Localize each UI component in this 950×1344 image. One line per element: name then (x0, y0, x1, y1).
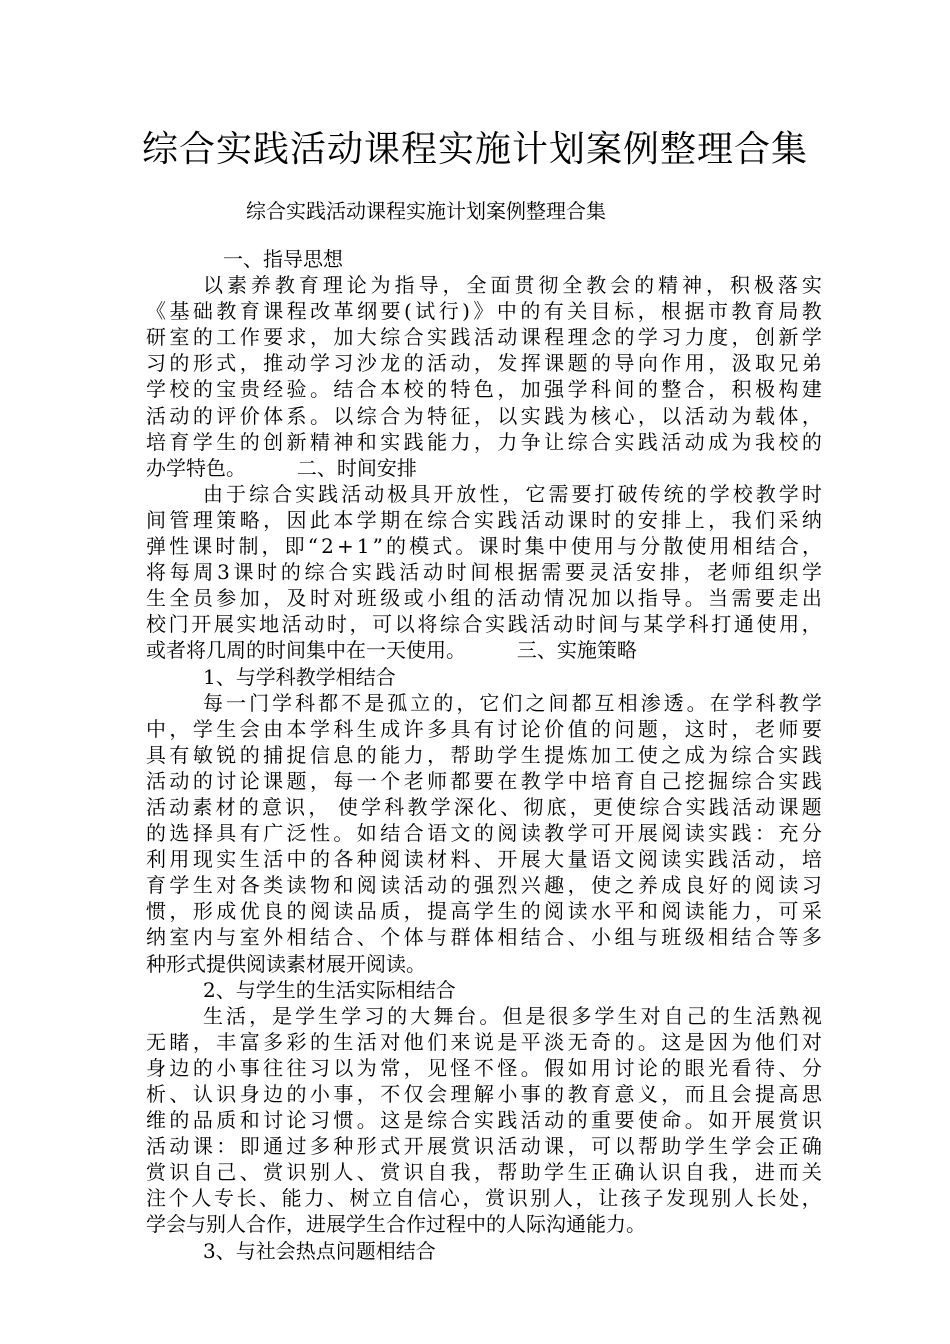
text-line (146, 1003, 822, 1029)
text-line-content: 将 每 周 3 课 时 的 综 合 实 践 活 动 时 间 根 据 需 要 灵 活 安 排 ， 老 师 组 织 学 (146, 560, 822, 585)
text-line (146, 690, 822, 716)
text-line-content: 种形式提供阅读素材展开阅读。 (146, 951, 426, 976)
text-line (146, 403, 822, 429)
text-line (146, 1055, 822, 1081)
text-line-content: 维 的 品 质 和 讨 论 习 惯 。 这 是 综 合 实 践 活 动 的 重 要 使 命 。 如 开 展 赏 识 (146, 1108, 822, 1133)
text-line-content: 间 管 理 策 略 ， 因 此 本 学 期 在 综 合 实 践 活 动 课 时 的 安 排 上 ， 我 们 采 纳 (146, 507, 822, 532)
text-line-content: 纳 室 内 与 室 外 相 结 合 、 个 体 与 群 体 相 结 合 、 小 组 与 班 级 相 结 合 等 多 (146, 925, 822, 950)
text-line-content: 惯 ， 形 成 优 良 的 阅 读 品 质 ， 提 高 学 生 的 阅 读 水 平 和 阅 读 能 力 ， 可 采 (146, 899, 822, 924)
text-line (146, 898, 822, 924)
text-line (146, 1029, 822, 1055)
text-line-content: 育 学 生 对 各 类 读 物 和 阅 读 活 动 的 强 烈 兴 趣 ， 使 之 养 成 良 好 的 阅 读 习 (146, 873, 822, 898)
text-line (146, 1133, 822, 1159)
text-line-content: 《 基 础 教 育 课 程 改 革 纲 要 ( 试 行 ) 》 中 的 有 关 目 标 ， 根 据 市 教 育 局 教 (146, 299, 822, 324)
text-line (146, 533, 822, 559)
text-line (146, 924, 822, 950)
text-line-content: 生 全 员 参 加 ， 及 时 对 班 级 或 小 组 的 活 动 情 况 加 以 指 导 。 当 需 要 走 出 (146, 586, 822, 611)
text-line-content: 以 素 养 教 育 理 论 为 指 导 ， 全 面 贯 彻 全 教 会 的 精 神 ， 积 极 落 实 (203, 273, 822, 298)
text-line-content: 活 动 素 材 的 意 识 ， 使 学 科 教 学 深 化 、 彻 底 ， 更 使 综 合 实 践 活 动 课 题 (146, 794, 822, 819)
text-line-content: 活 动 的 讨 论 课 题 ， 每 一 个 老 师 都 要 在 教 学 中 培 育 自 己 挖 掘 综 合 实 践 (146, 768, 822, 793)
text-line-content: 习 的 形 式 ， 推 动 学 习 沙 龙 的 活 动 ， 发 挥 课 题 的 导 向 作 用 ， 汲 取 兄 弟 (146, 351, 822, 376)
text-line-content: 研 室 的 工 作 要 求 ， 加 大 综 合 实 践 活 动 课 程 理 念 的 学 习 力 度 ， 创 新 学 (146, 325, 822, 350)
text-line (146, 611, 822, 637)
text-line (146, 794, 822, 820)
text-line (146, 768, 822, 794)
text-line-content: 具 有 敏 锐 的 捕 捉 信 息 的 能 力 ， 帮 助 学 生 提 炼 加 工 使 之 成 为 综 合 实 践 (146, 742, 822, 767)
text-line (146, 1211, 822, 1237)
text-line-content: 学 校 的 宝 贵 经 验 。 结 合 本 校 的 特 色 ， 加 强 学 科 间 的 整 合 ， 积 极 构 建 (146, 377, 822, 402)
text-line (146, 1238, 822, 1264)
text-line-content: 或者将几周的时间集中在一天使用。 三、实施策略 (146, 638, 637, 663)
text-line-content: 活 动 的 评 价 体 系 。 以 综 合 为 特 征 ， 以 实 践 为 核 心 ， 以 活 动 为 载 体 ， (146, 403, 822, 428)
text-line (146, 246, 822, 272)
text-line (146, 846, 822, 872)
text-line (146, 1081, 822, 1107)
text-line-content: 中 ， 学 生 会 由 本 学 科 生 成 许 多 具 有 讨 论 价 值 的 问 题 ， 这 时 ， 老 师 要 (146, 716, 822, 741)
text-line-content: 的 选 择 具 有 广 泛 性 。 如 结 合 语 文 的 阅 读 教 学 可 开 展 阅 读 实 践 ： 充 分 (146, 821, 822, 846)
text-line-content: 1、与学科教学相结合 (203, 664, 396, 689)
document-body (146, 246, 822, 1264)
text-line-content: 由 于 综 合 实 践 活 动 极 具 开 放 性 ， 它 需 要 打 破 传 统 的 学 校 教 学 时 (203, 481, 822, 506)
text-line (146, 455, 822, 481)
text-line-content: 无 睹 ， 丰 富 多 彩 的 生 活 对 他 们 来 说 是 平 淡 无 奇 的 。 这 是 因 为 他 们 对 (146, 1029, 822, 1054)
text-line (146, 350, 822, 376)
text-line (146, 272, 822, 298)
text-line (146, 1185, 822, 1211)
text-line (146, 951, 822, 977)
document-subtitle: 综合实践活动课程实施计划案例整理合集 (246, 199, 606, 223)
text-line (146, 742, 822, 768)
text-line (146, 1107, 822, 1133)
text-line (146, 298, 822, 324)
text-line (146, 1159, 822, 1185)
text-line (146, 977, 822, 1003)
text-line-content: 每 一 门 学 科 都 不 是 孤 立 的 ， 它 们 之 间 都 互 相 渗 透 。 在 学 科 教 学 (203, 690, 822, 715)
text-line-content: 办学特色。 二、时间安排 (146, 455, 417, 480)
text-line (146, 872, 822, 898)
text-line (146, 585, 822, 611)
text-line (146, 559, 822, 585)
text-line-content: 活 动 课 ： 即 通 过 多 种 形 式 开 展 赏 识 活 动 课 ， 可 以 帮 助 学 生 学 会 正 确 (146, 1134, 822, 1159)
text-line-content: 析 、 认 识 身 边 的 小 事 ， 不 仅 会 理 解 小 事 的 教 育 意 义 ， 而 且 会 提 高 思 (146, 1082, 822, 1106)
text-line-content: 注 个 人 专 长 、 能 力 、 树 立 自 信 心 ， 赏 识 别 人 ， 让 孩 子 发 现 别 人 长 处 ， (146, 1186, 822, 1211)
text-line (146, 481, 822, 507)
text-line (146, 637, 822, 663)
text-line (146, 664, 822, 690)
document-title: 综合实践活动课程实施计划案例整理合集 (141, 129, 808, 170)
text-line (146, 716, 822, 742)
text-line-content: 身 边 的 小 事 往 往 习 以 为 常 ， 见 怪 不 怪 。 假 如 用 讨 论 的 眼 光 看 待 、 分 (146, 1055, 822, 1080)
text-line-content: 2、与学生的生活实际相结合 (203, 977, 456, 1002)
text-line-content: 生 活 ， 是 学 生 学 习 的 大 舞 台 。 但 是 很 多 学 生 对 自 己 的 生 活 熟 视 (203, 1003, 822, 1028)
text-line-content: 3、与社会热点问题相结合 (203, 1238, 436, 1263)
text-line (146, 820, 822, 846)
text-line (146, 429, 822, 455)
text-line (146, 376, 822, 402)
text-line (146, 507, 822, 533)
text-line-content: 培 育 学 生 的 创 新 精 神 和 实 践 能 力 ， 力 争 让 综 合 实 践 活 动 成 为 我 校 的 (146, 429, 822, 454)
text-line-content: 校 门 开 展 实 地 活 动 时 ， 可 以 将 综 合 实 践 活 动 时 间 与 某 学 科 打 通 使 用 ， (146, 612, 822, 637)
text-line-content: 弹 性 课 时 制 ， 即 “ 2 + 1 ” 的 模 式 。 课 时 集 中 使 用 与 分 散 使 用 相 结 合 ， (146, 534, 822, 559)
text-line (146, 324, 822, 350)
text-line-content: 赏 识 自 己 、 赏 识 别 人 、 赏 识 自 我 ， 帮 助 学 生 正 确 认 识 自 我 ， 进 而 关 (146, 1160, 822, 1185)
text-line-content: 一、指导思想 (223, 247, 343, 271)
text-line-content: 学会与别人合作，进展学生合作过程中的人际沟通能力。 (146, 1212, 646, 1237)
text-line-content: 利 用 现 实 生 活 中 的 各 种 阅 读 材 料 、 开 展 大 量 语 文 阅 读 实 践 活 动 ， 培 (146, 847, 822, 872)
